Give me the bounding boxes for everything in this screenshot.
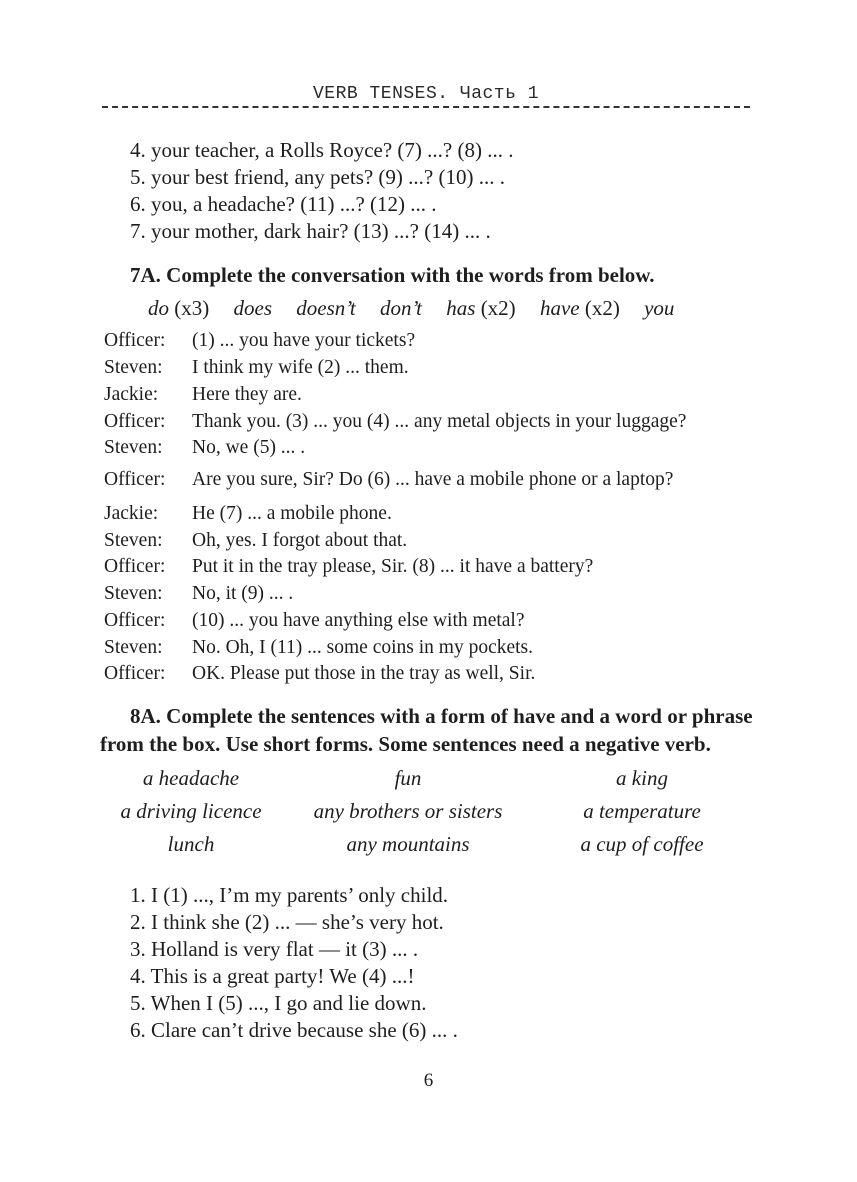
list-item: 6. you, a headache? (11) ...? (12) ... . <box>130 192 437 216</box>
utterance: Put it in the tray please, Sir. (8) ... it have a battery? <box>192 556 594 577</box>
word-bank-entry: you <box>644 296 675 320</box>
speaker-label: Steven: <box>104 437 163 458</box>
speaker-label: Officer: <box>104 330 166 351</box>
list-item: 6. Clare can’t drive because she (6) ... . <box>130 1018 458 1042</box>
speaker-label: Steven: <box>104 637 163 658</box>
list-item: 4. This is a great party! We (4) ...! <box>130 964 415 988</box>
utterance: Here they are. <box>192 384 302 405</box>
exercise-8a-heading-line-2: from the box. Use short forms. Some sentences need a negative verb. <box>100 732 711 756</box>
speaker-label: Officer: <box>104 411 166 432</box>
exercise-8a-phrase-box <box>100 762 752 861</box>
utterance: Oh, yes. I forgot about that. <box>192 530 408 551</box>
utterance: No, we (5) ... . <box>192 437 306 458</box>
utterance: (1) ... you have your tickets? <box>192 330 416 351</box>
word-bank-entry: has (x2) <box>446 296 516 320</box>
utterance: No, it (9) ... . <box>192 583 294 604</box>
running-title: VERB TENSES. Часть 1 <box>312 84 540 104</box>
exercise-7a-heading: 7A. Complete the conversation with the words from below. <box>130 263 655 287</box>
speaker-label: Officer: <box>104 610 166 631</box>
utterance: Are you sure, Sir? Do (6) ... have a mobile phone or a laptop? <box>192 469 674 490</box>
utterance: He (7) ... a mobile phone. <box>192 503 392 524</box>
utterance: (10) ... you have anything else with metal? <box>192 610 525 631</box>
utterance: Thank you. (3) ... you (4) ... any metal objects in your luggage? <box>192 411 687 432</box>
word-bank-entry: doesn’t <box>296 296 356 320</box>
speaker-label: Jackie: <box>104 384 159 405</box>
word-bank-entry: does <box>233 296 272 320</box>
word-bank-entry: have (x2) <box>539 296 620 320</box>
list-item: 5. When I (5) ..., I go and lie down. <box>130 991 427 1015</box>
list-item: 5. your best friend, any pets? (9) ...? (10) ... . <box>130 165 505 189</box>
list-item: 1. I (1) ..., I’m my parents’ only child. <box>130 883 449 907</box>
utterance: OK. Please put those in the tray as well, Sir. <box>192 663 536 684</box>
speaker-label: Officer: <box>104 556 166 577</box>
list-item: 7. your mother, dark hair? (13) ...? (14) ... . <box>130 219 491 243</box>
exercise-7a-word-bank <box>148 296 693 321</box>
utterance: No. Oh, I (11) ... some coins in my pockets. <box>192 637 534 658</box>
carryover-question-list <box>130 137 513 245</box>
speaker-label: Steven: <box>104 357 163 378</box>
page-number: 6 <box>423 1070 434 1091</box>
header-dashed-rule <box>102 106 750 108</box>
phrase-row: a headache fun a king <box>142 766 668 790</box>
word-bank-entry: do (x3) <box>148 296 210 320</box>
utterance: I think my wife (2) ... them. <box>192 357 409 378</box>
phrase-row: lunch any mountains a cup of coffee <box>167 832 704 856</box>
speaker-label: Officer: <box>104 663 166 684</box>
speaker-label: Officer: <box>104 469 166 490</box>
phrase-row: a driving licence any brothers or sisters a temperature <box>120 799 701 823</box>
list-item: 2. I think she (2) ... — she’s very hot. <box>130 910 444 934</box>
exercise-8a-heading-line-1: 8A. Complete the sentences with a form of have and a word or phrase <box>130 704 753 728</box>
list-item: 3. Holland is very flat — it (3) ... . <box>130 937 419 961</box>
word-bank-entry: don’t <box>380 296 422 320</box>
list-item: 4. your teacher, a Rolls Royce? (7) ...? (8) ... . <box>130 138 514 162</box>
speaker-label: Jackie: <box>104 503 159 524</box>
exercise-8a-sentence-list <box>130 882 458 1044</box>
speaker-label: Steven: <box>104 583 163 604</box>
speaker-label: Steven: <box>104 530 163 551</box>
